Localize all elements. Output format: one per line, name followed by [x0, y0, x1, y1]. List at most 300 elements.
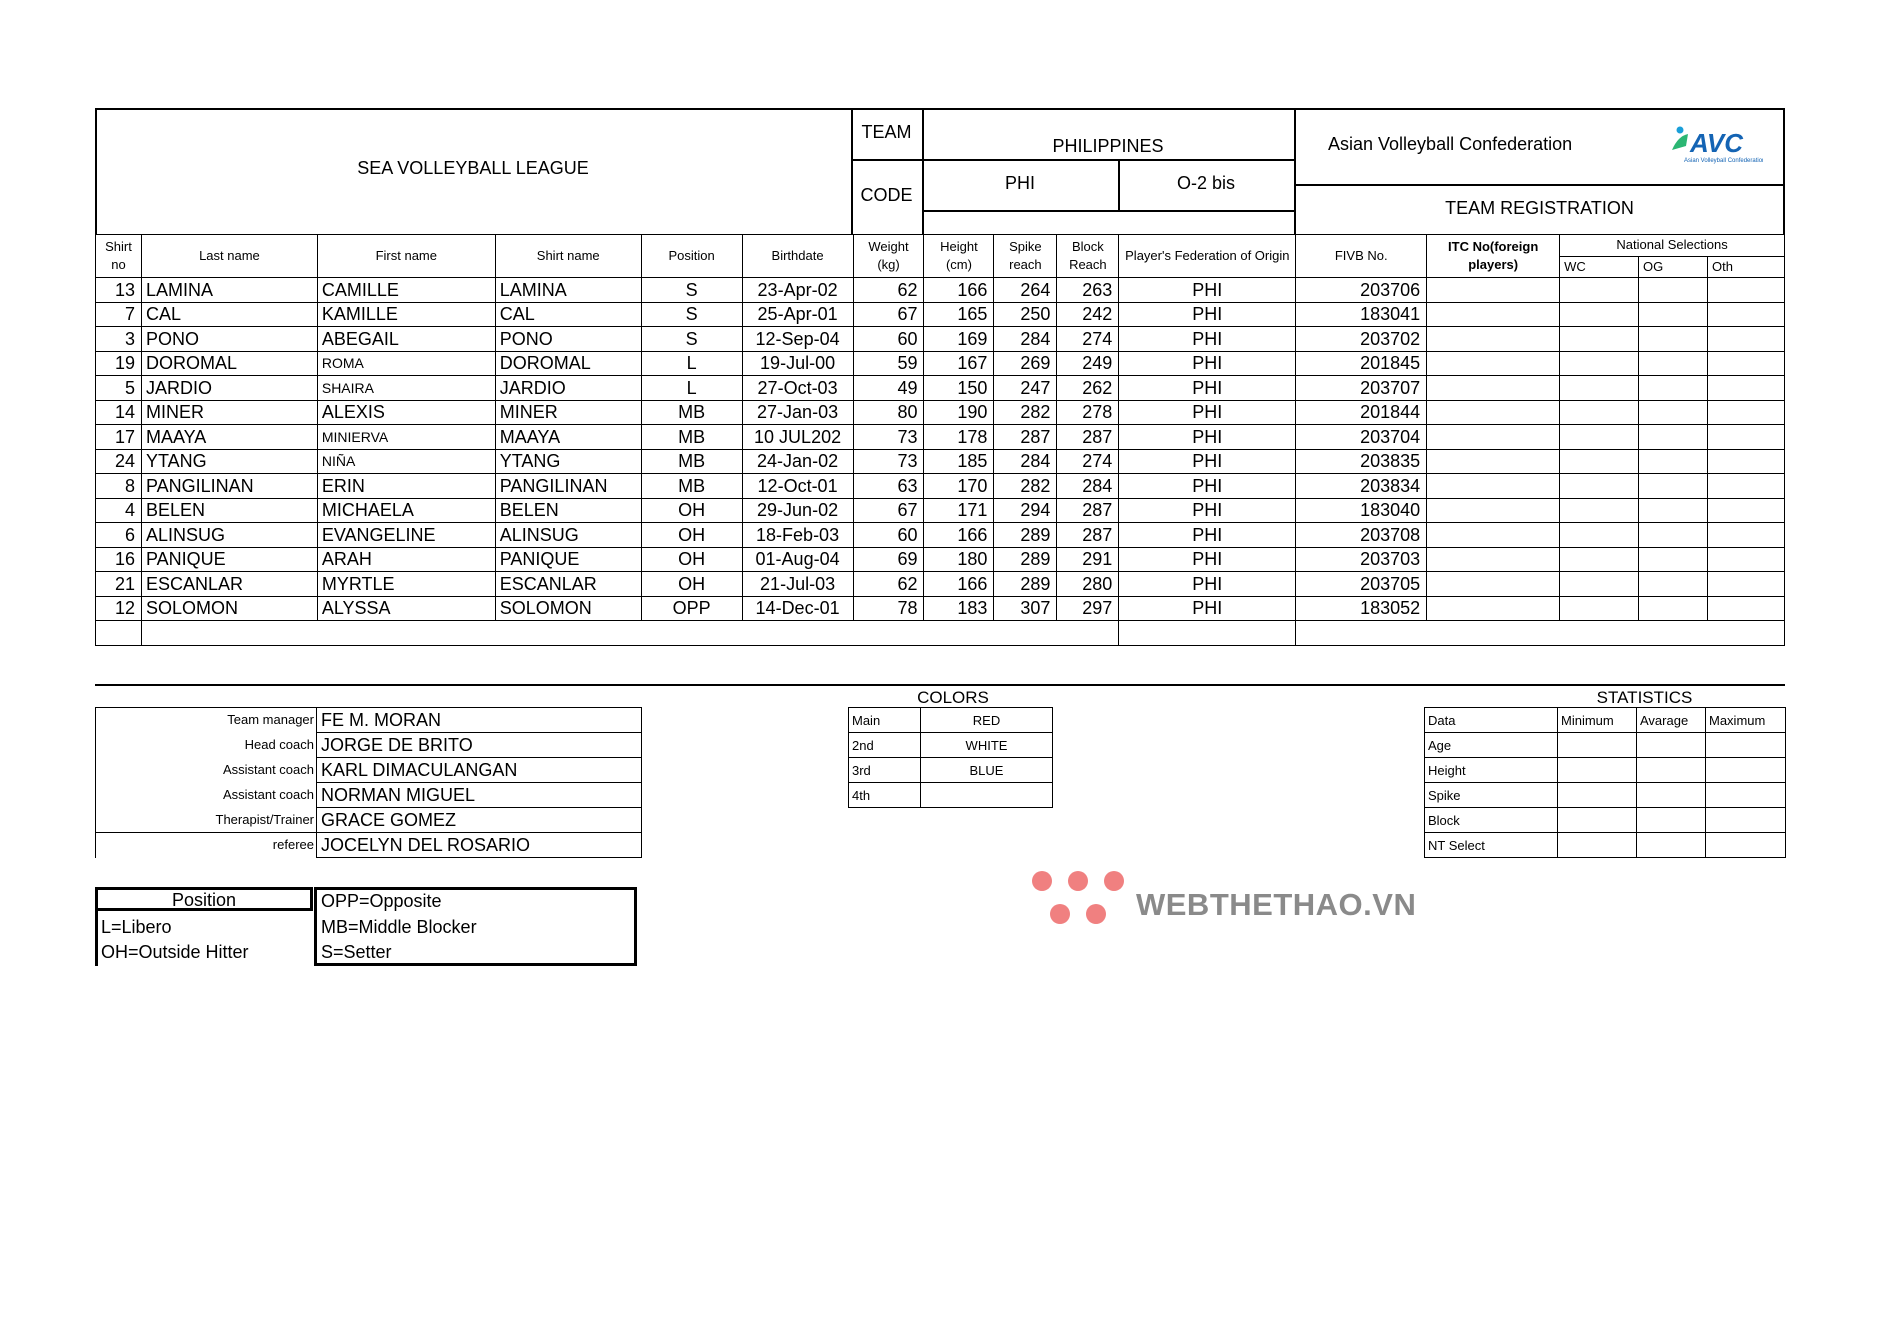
statistics-row [1425, 758, 1786, 783]
itc-cell [1427, 327, 1560, 352]
oth-cell [1707, 278, 1784, 303]
shirt-name-cell: DOROMAL [495, 351, 641, 376]
og-cell [1639, 596, 1708, 621]
empty-cell [141, 621, 1118, 646]
wc-cell [1560, 547, 1639, 572]
block-cell: 278 [1057, 400, 1119, 425]
col-first-name: First name [317, 235, 495, 278]
shirt-name-cell: BELEN [495, 498, 641, 523]
shirt-name-cell: ALINSUG [495, 523, 641, 548]
color-row [849, 708, 1053, 733]
spike-cell: 282 [994, 474, 1057, 499]
weight-cell: 80 [853, 400, 924, 425]
legend-middle-blocker: MB=Middle Blocker [321, 917, 477, 937]
oth-cell [1707, 596, 1784, 621]
statistics-label: Spike [1425, 783, 1558, 808]
avc-logo-icon [1668, 122, 1763, 166]
form-code: O-2 bis [1176, 173, 1236, 193]
color-row [849, 783, 1053, 808]
statistics-header-row [1425, 708, 1786, 733]
color-row [849, 758, 1053, 783]
statistics-cell [1706, 783, 1786, 808]
table-row [96, 572, 1785, 597]
table-row-empty [96, 621, 1785, 646]
spike-cell: 250 [994, 302, 1057, 327]
shirt-no-cell: 17 [96, 425, 142, 450]
birthdate-cell: 10 JUL202 [742, 425, 853, 450]
birthdate-cell: 24-Jan-02 [742, 449, 853, 474]
oth-cell [1707, 498, 1784, 523]
last-name-cell: YTANG [141, 449, 317, 474]
col-block: Block Reach [1057, 235, 1119, 278]
block-cell: 262 [1057, 376, 1119, 401]
color-value: RED [921, 708, 1053, 733]
wc-cell [1560, 400, 1639, 425]
staff-name: FE M. MORAN [317, 708, 642, 733]
birthdate-cell: 14-Dec-01 [742, 596, 853, 621]
staff-row [96, 708, 642, 733]
oth-cell [1707, 302, 1784, 327]
col-national-selections: National Selections [1560, 235, 1785, 257]
itc-cell [1427, 596, 1560, 621]
col-birthdate: Birthdate [742, 235, 853, 278]
last-name-cell: PANGILINAN [141, 474, 317, 499]
federation-cell: PHI [1119, 523, 1296, 548]
statistics-label: NT Select [1425, 833, 1558, 858]
first-name-cell: KAMILLE [317, 302, 495, 327]
statistics-row [1425, 733, 1786, 758]
itc-cell [1427, 400, 1560, 425]
league-title: SEA VOLLEYBALL LEAGUE [357, 158, 589, 178]
legend-setter: S=Setter [321, 942, 392, 962]
height-cell: 171 [924, 498, 994, 523]
fivb-cell: 183052 [1296, 596, 1427, 621]
federation-cell: PHI [1119, 596, 1296, 621]
statistics-label: Height [1425, 758, 1558, 783]
birthdate-cell: 23-Apr-02 [742, 278, 853, 303]
statistics-header: Maximum [1706, 708, 1786, 733]
staff-name: GRACE GOMEZ [317, 808, 642, 833]
oth-cell [1707, 547, 1784, 572]
table-row [96, 498, 1785, 523]
spike-cell: 282 [994, 400, 1057, 425]
first-name-cell: ARAH [317, 547, 495, 572]
col-fivb: FIVB No. [1296, 235, 1427, 278]
code-label: CODE [860, 185, 913, 205]
wc-cell [1560, 302, 1639, 327]
shirt-no-cell: 4 [96, 498, 142, 523]
first-name-cell: ROMA [317, 351, 495, 376]
height-cell: 166 [924, 278, 994, 303]
statistics-cell [1706, 833, 1786, 858]
col-oth: Oth [1707, 256, 1784, 278]
block-cell: 274 [1057, 449, 1119, 474]
first-name-cell: ALEXIS [317, 400, 495, 425]
position-cell: OH [641, 498, 742, 523]
col-last-name: Last name [141, 235, 317, 278]
staff-row [96, 783, 642, 808]
position-cell: MB [641, 449, 742, 474]
wc-cell [1560, 572, 1639, 597]
staff-name: NORMAN MIGUEL [317, 783, 642, 808]
itc-cell [1427, 498, 1560, 523]
staff-role: Therapist/Trainer [96, 808, 317, 833]
shirt-name-cell: JARDIO [495, 376, 641, 401]
team-name: PHILIPPINES [1052, 136, 1164, 156]
shirt-name-cell: ESCANLAR [495, 572, 641, 597]
block-cell: 263 [1057, 278, 1119, 303]
og-cell [1639, 572, 1708, 597]
position-cell: S [641, 327, 742, 352]
block-cell: 297 [1057, 596, 1119, 621]
col-spike: Spike reach [994, 235, 1057, 278]
first-name-cell: MICHAELA [317, 498, 495, 523]
height-cell: 185 [924, 449, 994, 474]
fivb-cell: 203703 [1296, 547, 1427, 572]
birthdate-cell: 19-Jul-00 [742, 351, 853, 376]
itc-cell [1427, 572, 1560, 597]
position-cell: OH [641, 547, 742, 572]
birthdate-cell: 27-Jan-03 [742, 400, 853, 425]
og-cell [1639, 351, 1708, 376]
oth-cell [1707, 572, 1784, 597]
empty-cell [1296, 621, 1785, 646]
first-name-cell: CAMILLE [317, 278, 495, 303]
first-name-cell: ALYSSA [317, 596, 495, 621]
weight-cell: 60 [853, 523, 924, 548]
svg-text:Asian Volleyball Confederation: Asian Volleyball Confederation [1684, 158, 1763, 164]
federation-cell: PHI [1119, 327, 1296, 352]
first-name-cell: ABEGAIL [317, 327, 495, 352]
height-cell: 170 [924, 474, 994, 499]
statistics-cell [1637, 833, 1706, 858]
statistics-header: Avarage [1637, 708, 1706, 733]
first-name-cell: MINIERVA [317, 425, 495, 450]
table-row [96, 376, 1785, 401]
weight-cell: 67 [853, 302, 924, 327]
col-weight: Weight (kg) [853, 235, 924, 278]
height-cell: 166 [924, 572, 994, 597]
height-cell: 167 [924, 351, 994, 376]
og-cell [1639, 474, 1708, 499]
fivb-cell: 183041 [1296, 302, 1427, 327]
spike-cell: 284 [994, 327, 1057, 352]
birthdate-cell: 21-Jul-03 [742, 572, 853, 597]
oth-cell [1707, 425, 1784, 450]
position-cell: MB [641, 474, 742, 499]
og-cell [1639, 449, 1708, 474]
fivb-cell: 203835 [1296, 449, 1427, 474]
last-name-cell: JARDIO [141, 376, 317, 401]
weight-cell: 63 [853, 474, 924, 499]
first-name-cell: ERIN [317, 474, 495, 499]
color-row [849, 733, 1053, 758]
block-cell: 291 [1057, 547, 1119, 572]
block-cell: 287 [1057, 523, 1119, 548]
shirt-no-cell: 13 [96, 278, 142, 303]
form-title: TEAM REGISTRATION [1445, 198, 1634, 218]
position-cell: MB [641, 425, 742, 450]
first-name-cell: NIÑA [317, 449, 495, 474]
weight-cell: 49 [853, 376, 924, 401]
last-name-cell: PONO [141, 327, 317, 352]
og-cell [1639, 327, 1708, 352]
weight-cell: 62 [853, 278, 924, 303]
fivb-cell: 203704 [1296, 425, 1427, 450]
oth-cell [1707, 400, 1784, 425]
wc-cell [1560, 523, 1639, 548]
statistics-label: Age [1425, 733, 1558, 758]
col-shirt-no: Shirt no [96, 235, 142, 278]
avc-logo [1668, 122, 1763, 166]
statistics-title: STATISTICS [1596, 688, 1693, 707]
position-cell: L [641, 351, 742, 376]
staff-row [96, 833, 642, 858]
position-legend [95, 887, 637, 966]
watermark-dots-icon [1026, 870, 1136, 930]
federation-cell: PHI [1119, 278, 1296, 303]
wc-cell [1560, 376, 1639, 401]
shirt-no-cell: 21 [96, 572, 142, 597]
wc-cell [1560, 351, 1639, 376]
staff-row [96, 758, 642, 783]
statistics-cell [1706, 733, 1786, 758]
shirt-no-cell: 16 [96, 547, 142, 572]
statistics-cell [1706, 808, 1786, 833]
height-cell: 190 [924, 400, 994, 425]
statistics-row [1425, 808, 1786, 833]
spike-cell: 289 [994, 572, 1057, 597]
table-row [96, 449, 1785, 474]
shirt-no-cell: 6 [96, 523, 142, 548]
first-name-cell: SHAIRA [317, 376, 495, 401]
col-federation: Player's Federation of Origin [1119, 235, 1296, 278]
col-itc: ITC No(foreign players) [1427, 235, 1560, 278]
confederation-name: Asian Volleyball Confederation [1328, 134, 1573, 154]
last-name-cell: ESCANLAR [141, 572, 317, 597]
height-cell: 150 [924, 376, 994, 401]
fivb-cell: 203705 [1296, 572, 1427, 597]
col-position: Position [641, 235, 742, 278]
federation-cell: PHI [1119, 425, 1296, 450]
weight-cell: 59 [853, 351, 924, 376]
og-cell [1639, 523, 1708, 548]
federation-cell: PHI [1119, 449, 1296, 474]
staff-role: Team manager [96, 708, 317, 733]
spike-cell: 307 [994, 596, 1057, 621]
staff-row [96, 808, 642, 833]
col-height: Height (cm) [924, 235, 994, 278]
legend-libero: L=Libero [101, 917, 172, 937]
table-row [96, 351, 1785, 376]
statistics-cell [1706, 758, 1786, 783]
legend-title: Position [95, 887, 313, 911]
og-cell [1639, 498, 1708, 523]
weight-cell: 73 [853, 425, 924, 450]
weight-cell: 62 [853, 572, 924, 597]
federation-cell: PHI [1119, 572, 1296, 597]
position-cell: S [641, 302, 742, 327]
itc-cell [1427, 449, 1560, 474]
section-divider [95, 684, 1785, 686]
spike-cell: 269 [994, 351, 1057, 376]
colors-table [848, 707, 1053, 808]
last-name-cell: SOLOMON [141, 596, 317, 621]
color-value: WHITE [921, 733, 1053, 758]
statistics-cell [1558, 808, 1637, 833]
shirt-no-cell: 8 [96, 474, 142, 499]
itc-cell [1427, 523, 1560, 548]
shirt-name-cell: MAAYA [495, 425, 641, 450]
position-cell: MB [641, 400, 742, 425]
staff-role: Assistant coach [96, 758, 317, 783]
itc-cell [1427, 474, 1560, 499]
shirt-no-cell: 7 [96, 302, 142, 327]
shirt-no-cell: 12 [96, 596, 142, 621]
block-cell: 249 [1057, 351, 1119, 376]
birthdate-cell: 27-Oct-03 [742, 376, 853, 401]
table-row [96, 523, 1785, 548]
color-label: Main [849, 708, 921, 733]
birthdate-cell: 12-Oct-01 [742, 474, 853, 499]
position-cell: L [641, 376, 742, 401]
oth-cell [1707, 523, 1784, 548]
wc-cell [1560, 449, 1639, 474]
block-cell: 284 [1057, 474, 1119, 499]
height-cell: 178 [924, 425, 994, 450]
statistics-header: Minimum [1558, 708, 1637, 733]
og-cell [1639, 278, 1708, 303]
position-cell: OPP [641, 596, 742, 621]
empty-cell [1119, 621, 1296, 646]
table-row [96, 596, 1785, 621]
spike-cell: 247 [994, 376, 1057, 401]
federation-cell: PHI [1119, 400, 1296, 425]
staff-row [96, 733, 642, 758]
fivb-cell: 203707 [1296, 376, 1427, 401]
color-value: BLUE [921, 758, 1053, 783]
federation-cell: PHI [1119, 498, 1296, 523]
weight-cell: 73 [853, 449, 924, 474]
last-name-cell: MINER [141, 400, 317, 425]
fivb-cell: 203834 [1296, 474, 1427, 499]
table-row [96, 278, 1785, 303]
statistics-row [1425, 833, 1786, 858]
height-cell: 165 [924, 302, 994, 327]
shirt-no-cell: 5 [96, 376, 142, 401]
watermark-text: WEBTHETHAO.VN [1136, 887, 1417, 922]
weight-cell: 78 [853, 596, 924, 621]
fivb-cell: 201844 [1296, 400, 1427, 425]
shirt-name-cell: LAMINA [495, 278, 641, 303]
height-cell: 183 [924, 596, 994, 621]
team-code: PHI [1004, 173, 1035, 193]
wc-cell [1560, 596, 1639, 621]
spike-cell: 264 [994, 278, 1057, 303]
block-cell: 287 [1057, 498, 1119, 523]
statistics-table [1424, 707, 1786, 858]
col-wc: WC [1560, 256, 1639, 278]
color-label: 3rd [849, 758, 921, 783]
block-cell: 280 [1057, 572, 1119, 597]
staff-role: referee [96, 833, 317, 858]
statistics-cell [1558, 758, 1637, 783]
color-value [921, 783, 1053, 808]
fivb-cell: 203702 [1296, 327, 1427, 352]
oth-cell [1707, 449, 1784, 474]
wc-cell [1560, 498, 1639, 523]
table-row [96, 474, 1785, 499]
wc-cell [1560, 327, 1639, 352]
position-cell: OH [641, 572, 742, 597]
position-cell: OH [641, 523, 742, 548]
colors-title: COLORS [917, 688, 989, 707]
last-name-cell: CAL [141, 302, 317, 327]
statistics-cell [1558, 783, 1637, 808]
statistics-label: Block [1425, 808, 1558, 833]
fivb-cell: 183040 [1296, 498, 1427, 523]
roster-header-row [96, 235, 1785, 257]
shirt-no-cell: 24 [96, 449, 142, 474]
staff-role: Assistant coach [96, 783, 317, 808]
og-cell [1639, 302, 1708, 327]
last-name-cell: PANIQUE [141, 547, 317, 572]
empty-cell [96, 621, 142, 646]
legend-opposite: OPP=Opposite [321, 891, 442, 911]
federation-cell: PHI [1119, 302, 1296, 327]
first-name-cell: MYRTLE [317, 572, 495, 597]
block-cell: 287 [1057, 425, 1119, 450]
birthdate-cell: 01-Aug-04 [742, 547, 853, 572]
wc-cell [1560, 474, 1639, 499]
federation-cell: PHI [1119, 547, 1296, 572]
oth-cell [1707, 327, 1784, 352]
shirt-name-cell: PONO [495, 327, 641, 352]
statistics-cell [1637, 783, 1706, 808]
fivb-cell: 201845 [1296, 351, 1427, 376]
itc-cell [1427, 376, 1560, 401]
shirt-name-cell: MINER [495, 400, 641, 425]
spike-cell: 289 [994, 523, 1057, 548]
block-cell: 274 [1057, 327, 1119, 352]
shirt-name-cell: SOLOMON [495, 596, 641, 621]
roster-table [95, 234, 1785, 646]
statistics-cell [1558, 733, 1637, 758]
table-row [96, 425, 1785, 450]
birthdate-cell: 12-Sep-04 [742, 327, 853, 352]
height-cell: 169 [924, 327, 994, 352]
svg-text:AVC: AVC [1690, 128, 1743, 158]
birthdate-cell: 18-Feb-03 [742, 523, 853, 548]
legend-outside-hitter: OH=Outside Hitter [101, 942, 249, 962]
birthdate-cell: 25-Apr-01 [742, 302, 853, 327]
weight-cell: 60 [853, 327, 924, 352]
height-cell: 180 [924, 547, 994, 572]
first-name-cell: EVANGELINE [317, 523, 495, 548]
og-cell [1639, 376, 1708, 401]
weight-cell: 69 [853, 547, 924, 572]
last-name-cell: MAAYA [141, 425, 317, 450]
og-cell [1639, 425, 1708, 450]
staff-name: JORGE DE BRITO [317, 733, 642, 758]
og-cell [1639, 400, 1708, 425]
weight-cell: 67 [853, 498, 924, 523]
itc-cell [1427, 278, 1560, 303]
shirt-name-cell: CAL [495, 302, 641, 327]
oth-cell [1707, 351, 1784, 376]
team-label: TEAM [861, 122, 912, 142]
last-name-cell: DOROMAL [141, 351, 317, 376]
